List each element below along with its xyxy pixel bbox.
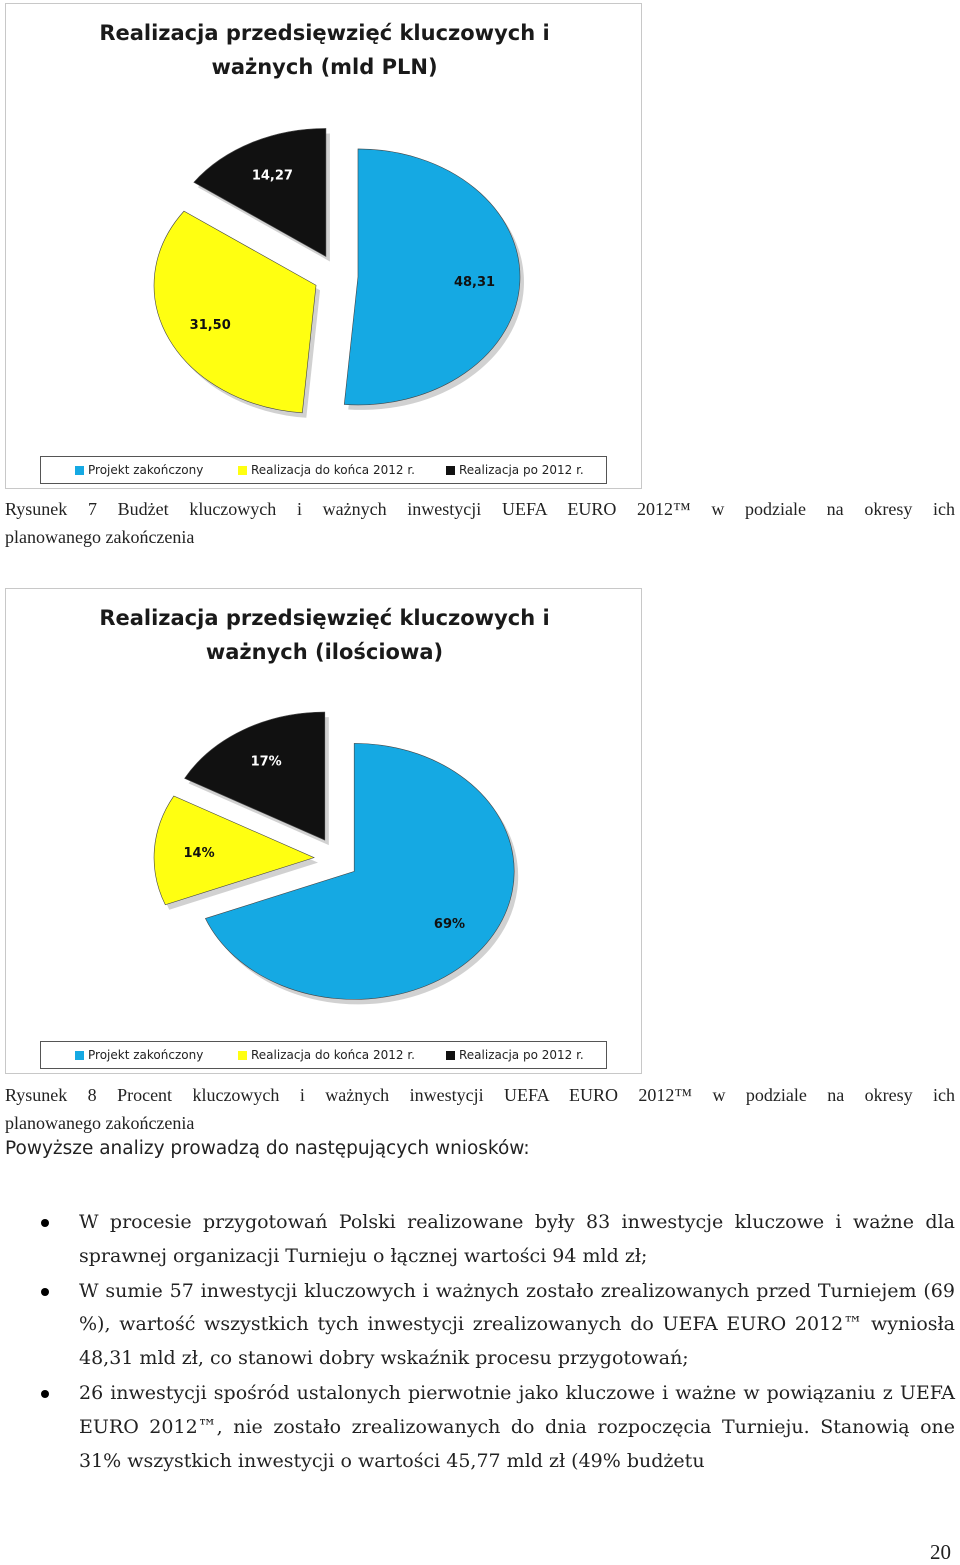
chart-legend (40, 456, 607, 484)
legend-label: Projekt zakończony (88, 463, 204, 477)
bullet-icon (41, 1390, 49, 1398)
pie-slice (154, 211, 316, 413)
pie-svg (6, 589, 643, 1039)
legend-item-after-2012 (446, 1048, 584, 1062)
legend-item-until-2012 (238, 463, 415, 477)
legend-label: Realizacja po 2012 r. (459, 463, 584, 477)
list-item (0, 1275, 955, 1376)
pie-svg (6, 4, 643, 454)
legend-swatch (238, 1051, 247, 1060)
chart-title-line1: Realizacja przedsięwzięć kluczowych i (99, 606, 550, 630)
caption-line: Rysunek 8 Procent kluczowych i ważnych inwestycji UEFA EURO 2012™ w podziale na okresy ich (5, 1085, 955, 1105)
list-item-text: 26 inwestycji spośród ustalonych pierwotnie jako kluczowe i ważne w powiązaniu z UEFA EURO 2012™, nie zostało zrealizowanych do dnia rozpoczęcia Turnieju. Stanowią one 31% wszystkich inwestycji o wartości 45,77 mld zł (49% budżetu (79, 1381, 955, 1472)
figure-caption-8 (5, 1081, 955, 1137)
intro-text: Powyższe analizy prowadzą do następujących wniosków: (5, 1138, 530, 1159)
legend-swatch (238, 466, 247, 475)
figure-caption-7 (5, 495, 955, 551)
conclusions-list (0, 1206, 960, 1478)
legend-label: Realizacja po 2012 r. (459, 1048, 584, 1062)
chart-legend (40, 1041, 607, 1069)
page-number: 20 (930, 1540, 951, 1564)
caption-line: planowanego zakończenia (5, 1113, 195, 1133)
list-item (0, 1206, 955, 1274)
list-item-text: W procesie przygotowań Polski realizowane były 83 inwestycje kluczowe i ważne dla sprawnej organizacji Turnieju o łącznej wartości 94 mld zł; (79, 1211, 955, 1267)
pie-data-label: 69% (433, 917, 466, 933)
legend-item-completed (75, 463, 203, 477)
bullet-icon (41, 1288, 49, 1296)
legend-swatch (446, 466, 455, 475)
list-item (0, 1377, 955, 1478)
pie-data-label: 14,27 (251, 168, 293, 184)
legend-label: Projekt zakończony (88, 1048, 204, 1062)
pie-chart-budget (5, 3, 642, 489)
legend-item-completed (75, 1048, 203, 1062)
legend-item-until-2012 (238, 1048, 415, 1062)
chart-title-line2: ważnych (mld PLN) (211, 55, 438, 79)
legend-label: Realizacja do końca 2012 r. (251, 1048, 415, 1062)
pie-data-label: 14% (183, 845, 215, 861)
list-item-text: W sumie 57 inwestycji kluczowych i ważnych zostało zrealizowanych przed Turniejem (69 %), wartość wszystkich tych inwestycji zrealizowanych do UEFA EURO 2012™ wyniosła 48,31 mld zł, co stanowi dobry wskaźnik procesu przygotowań; (79, 1279, 955, 1370)
legend-swatch (446, 1051, 455, 1060)
legend-swatch (75, 466, 84, 475)
chart-title-line2: ważnych (ilościowa) (205, 640, 444, 664)
caption-line: Rysunek 7 Budżet kluczowych i ważnych inwestycji UEFA EURO 2012™ w podziale na okresy ich (5, 499, 955, 519)
caption-line: planowanego zakończenia (5, 527, 195, 547)
bullet-icon (41, 1219, 49, 1227)
pie-chart-count (5, 588, 642, 1074)
legend-item-after-2012 (446, 463, 584, 477)
pie-data-label: 31,50 (189, 318, 231, 334)
pie-data-label: 48,31 (453, 274, 496, 290)
pie-data-label: 17% (250, 754, 282, 770)
legend-swatch (75, 1051, 84, 1060)
chart-title-line1: Realizacja przedsięwzięć kluczowych i (99, 21, 550, 45)
legend-label: Realizacja do końca 2012 r. (251, 463, 415, 477)
